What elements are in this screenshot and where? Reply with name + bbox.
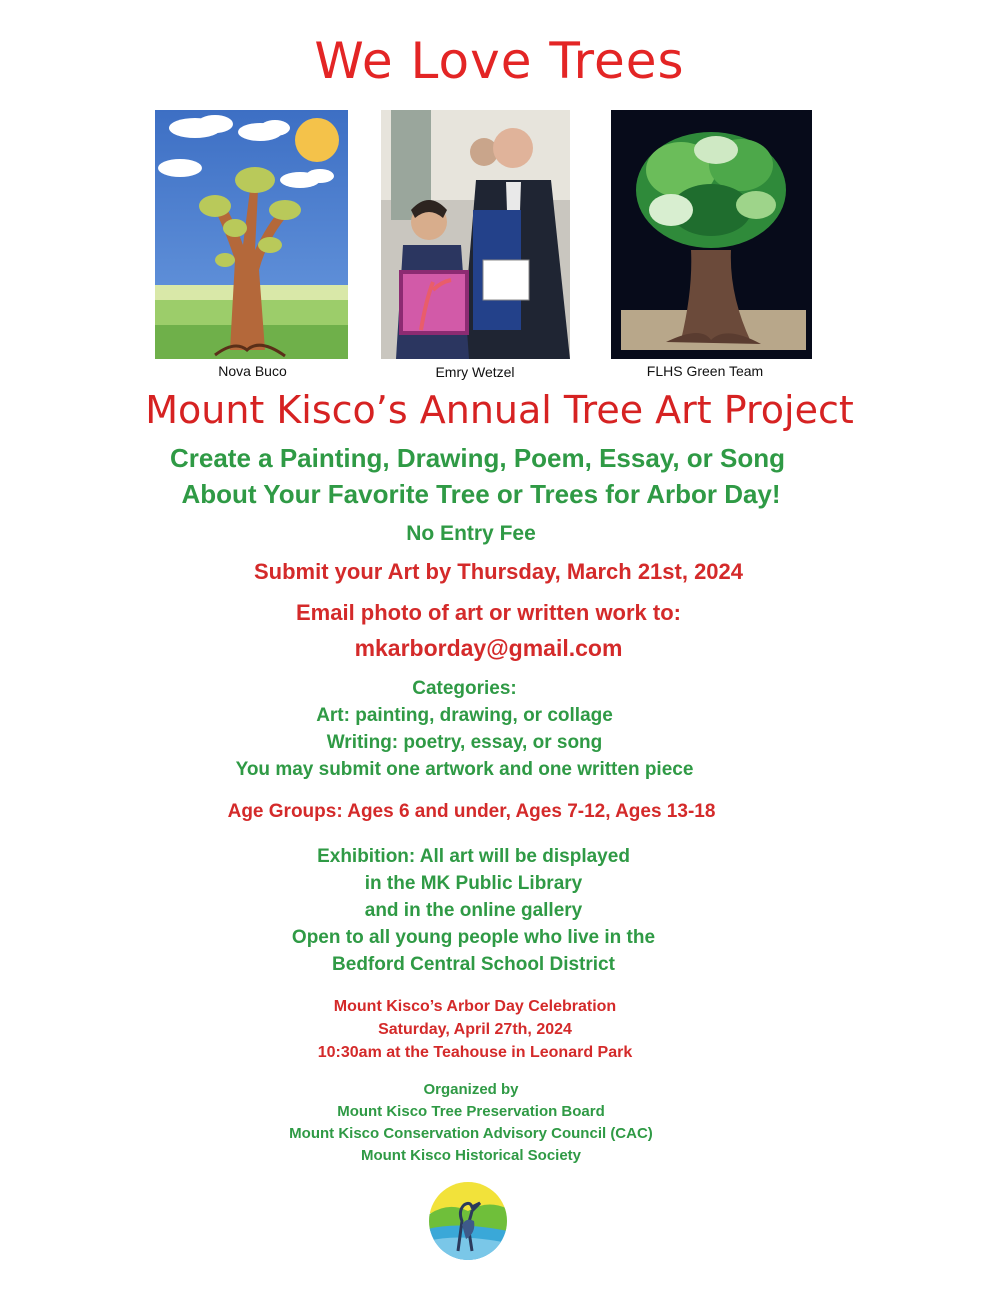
photo-caption-1: Nova Buco (218, 363, 287, 379)
email-address-link[interactable]: mkarborday@gmail.com (354, 635, 623, 661)
exhibition-line: Open to all young people who live in the (291, 927, 656, 948)
exhibition-line: in the MK Public Library (364, 873, 583, 894)
photo-caption-3: FLHS Green Team (646, 363, 764, 379)
exhibition-line: Exhibition: All art will be displayed (317, 846, 630, 867)
celebration-line: Saturday, April 27th, 2024 (378, 1021, 572, 1038)
celebration-line: Mount Kisco’s Arbor Day Celebration (333, 998, 617, 1015)
submission-deadline: Submit your Art by Thursday, March 21st, 2024 (253, 559, 744, 584)
tree-painting-photo (155, 110, 348, 359)
exhibition-line: Bedford Central School District (332, 954, 615, 975)
exhibition-line: and in the online gallery (364, 900, 583, 921)
celebration-line: 10:30am at the Teahouse in Leonard Park (317, 1044, 633, 1061)
category-line: Art: painting, drawing, or collage (316, 705, 613, 726)
tree-sculpture-photo (611, 110, 812, 359)
age-groups: Age Groups: Ages 6 and under, Ages 7-12, Ages 13-18 (227, 801, 716, 822)
student-award-photo (381, 110, 570, 359)
tree-painting-image (155, 110, 348, 359)
tree-sculpture-image (611, 110, 812, 359)
organizers-line: Organized by (423, 1081, 519, 1098)
tagline-line-2: About Your Favorite Tree or Trees for Arbor Day! (181, 479, 781, 509)
organizers-line: Mount Kisco Historical Society (360, 1147, 582, 1164)
entry-fee: No Entry Fee (406, 522, 536, 545)
heron-logo-icon (428, 1181, 508, 1261)
student-award-image (381, 110, 570, 359)
category-line: You may submit one artwork and one written piece (235, 759, 694, 780)
page-title: We Love Trees (314, 32, 685, 90)
photo-caption-2: Emry Wetzel (435, 364, 515, 380)
project-title: Mount Kisco’s Annual Tree Art Project (145, 388, 854, 432)
email-intro: Email photo of art or written work to: (296, 600, 681, 625)
category-line: Writing: poetry, essay, or song (326, 732, 603, 753)
categories-heading: Categories: (412, 678, 517, 699)
tagline-line-1: Create a Painting, Drawing, Poem, Essay, or Song (169, 443, 785, 473)
organizers-line: Mount Kisco Conservation Advisory Council (CAC) (289, 1125, 653, 1142)
organizers-line: Mount Kisco Tree Preservation Board (337, 1103, 605, 1120)
